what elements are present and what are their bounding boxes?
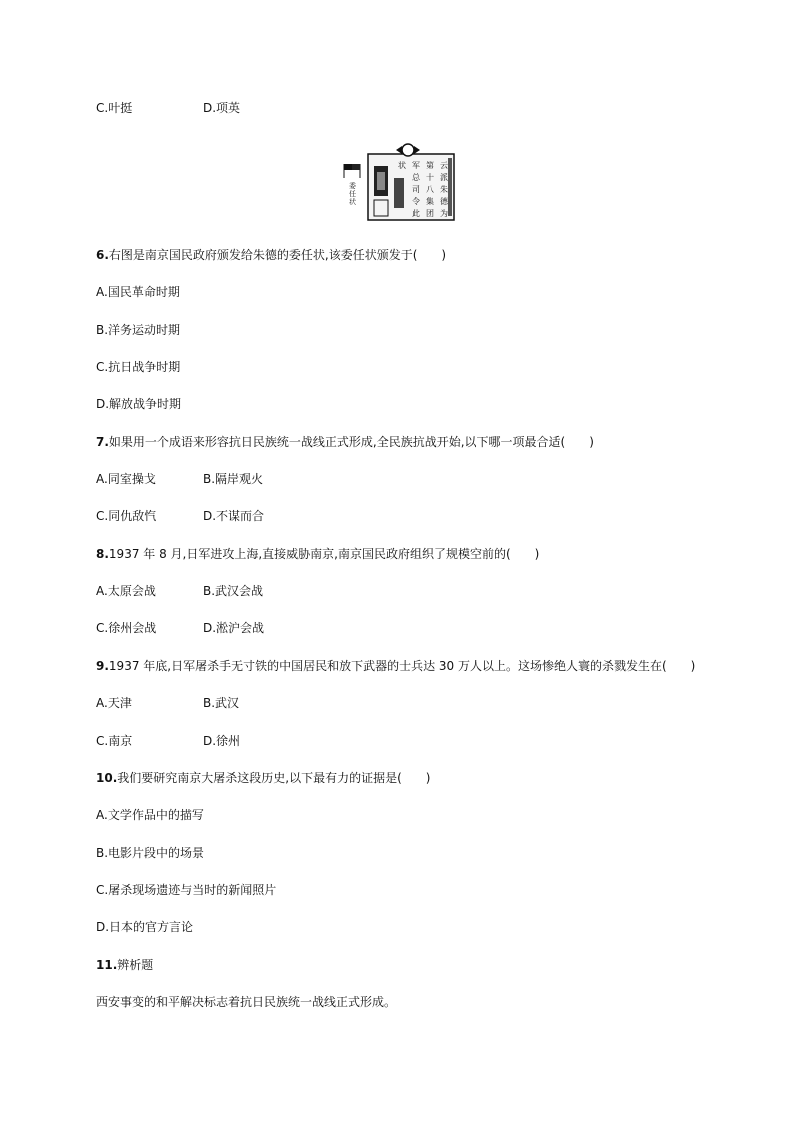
svg-text:总: 总 [412,173,420,182]
svg-text:派: 派 [440,173,448,182]
q6-option-b: B.洋务运动时期 [96,323,181,337]
svg-text:为: 为 [440,209,448,218]
svg-text:军: 军 [412,161,420,170]
q10-number: 10. [96,771,118,785]
q9-option-c: C.南京 [96,734,133,748]
svg-text:状: 状 [349,198,356,206]
svg-text:状: 状 [398,161,406,170]
q10-option-a: A.文学作品中的描写 [96,808,204,822]
q9-option-a: A.天津 [96,696,132,710]
q11-statement: 西安事变的和平解决标志着抗日民族统一战线正式形成。 [96,995,397,1009]
q10-text: 我们要研究南京大屠杀这段历史,以下最有力的证据是( ) [117,771,431,785]
svg-text:朱: 朱 [440,185,448,194]
svg-text:团: 团 [426,209,434,218]
q5-option-c: C.叶挺 [96,101,133,115]
q8-stem [96,546,539,562]
q9-option-b: B.武汉 [203,696,240,710]
svg-text:云: 云 [440,161,448,170]
q10-stem [96,770,430,786]
q9-options-row-2 [96,733,241,749]
q10-option-d: D.日本的官方言论 [96,920,194,934]
q8-text: 1937 年 8 月,日军进攻上海,直接威胁南京,南京国民政府组织了规模空前的( ) [108,547,540,561]
q11-text: 辨析题 [117,958,154,972]
svg-text:司: 司 [412,185,420,194]
q9-number: 9. [96,659,109,673]
q6-number: 6. [96,248,109,262]
q6-option-d: D.解放战争时期 [96,397,182,411]
q8-number: 8. [96,547,109,561]
svg-text:十: 十 [426,173,434,182]
q9-option-d: D.徐州 [203,734,241,748]
svg-text:德: 德 [440,197,448,206]
svg-text:任: 任 [349,190,356,198]
q6-stem [96,247,446,263]
q7-option-c: C.同仇敌忾 [96,509,157,523]
q7-number: 7. [96,435,109,449]
q11-stem [96,957,153,973]
q6-text: 右图是南京国民政府颁发给朱德的委任状,该委任状颁发于( ) [108,248,447,262]
q8-options-row-1 [96,583,264,599]
q7-option-b: B.隔岸观火 [203,472,264,486]
q7-stem [96,434,594,450]
svg-text:第: 第 [426,161,434,170]
q10-option-c: C.屠杀现场遗迹与当时的新闻照片 [96,883,277,897]
q8-option-a: A.太原会战 [96,584,156,598]
svg-text:八: 八 [426,185,434,194]
q5-option-d: D.项英 [203,101,241,115]
commission-certificate-image [338,138,456,222]
q8-option-b: B.武汉会战 [203,584,264,598]
q6-option-c: C.抗日战争时期 [96,360,181,374]
q9-options-row-1 [96,695,240,711]
q6-option-a: A.国民革命时期 [96,285,180,299]
svg-text:委: 委 [349,182,356,190]
q7-options-row-2 [96,508,265,524]
q7-option-a: A.同室操戈 [96,472,156,486]
q5-options-row [96,100,241,116]
svg-text:此: 此 [412,209,420,218]
q8-options-row-2 [96,620,265,636]
q7-options-row-1 [96,471,264,487]
q11-number: 11. [96,958,118,972]
svg-text:令: 令 [412,197,420,206]
q10-option-b: B.电影片段中的场景 [96,846,205,860]
q7-option-d: D.不谋而合 [203,509,265,523]
q7-text: 如果用一个成语来形容抗日民族统一战线正式形成,全民族抗战开始,以下哪一项最合适( ) [108,435,594,449]
q8-option-d: D.淞沪会战 [203,621,265,635]
q9-text: 1937 年底,日军屠杀手无寸铁的中国居民和放下武器的士兵达 30 万人以上。这场惨绝人寰的杀戮发生在( ) [108,659,696,673]
svg-text:集: 集 [426,197,434,206]
q9-stem [96,658,695,674]
q8-option-c: C.徐州会战 [96,621,157,635]
